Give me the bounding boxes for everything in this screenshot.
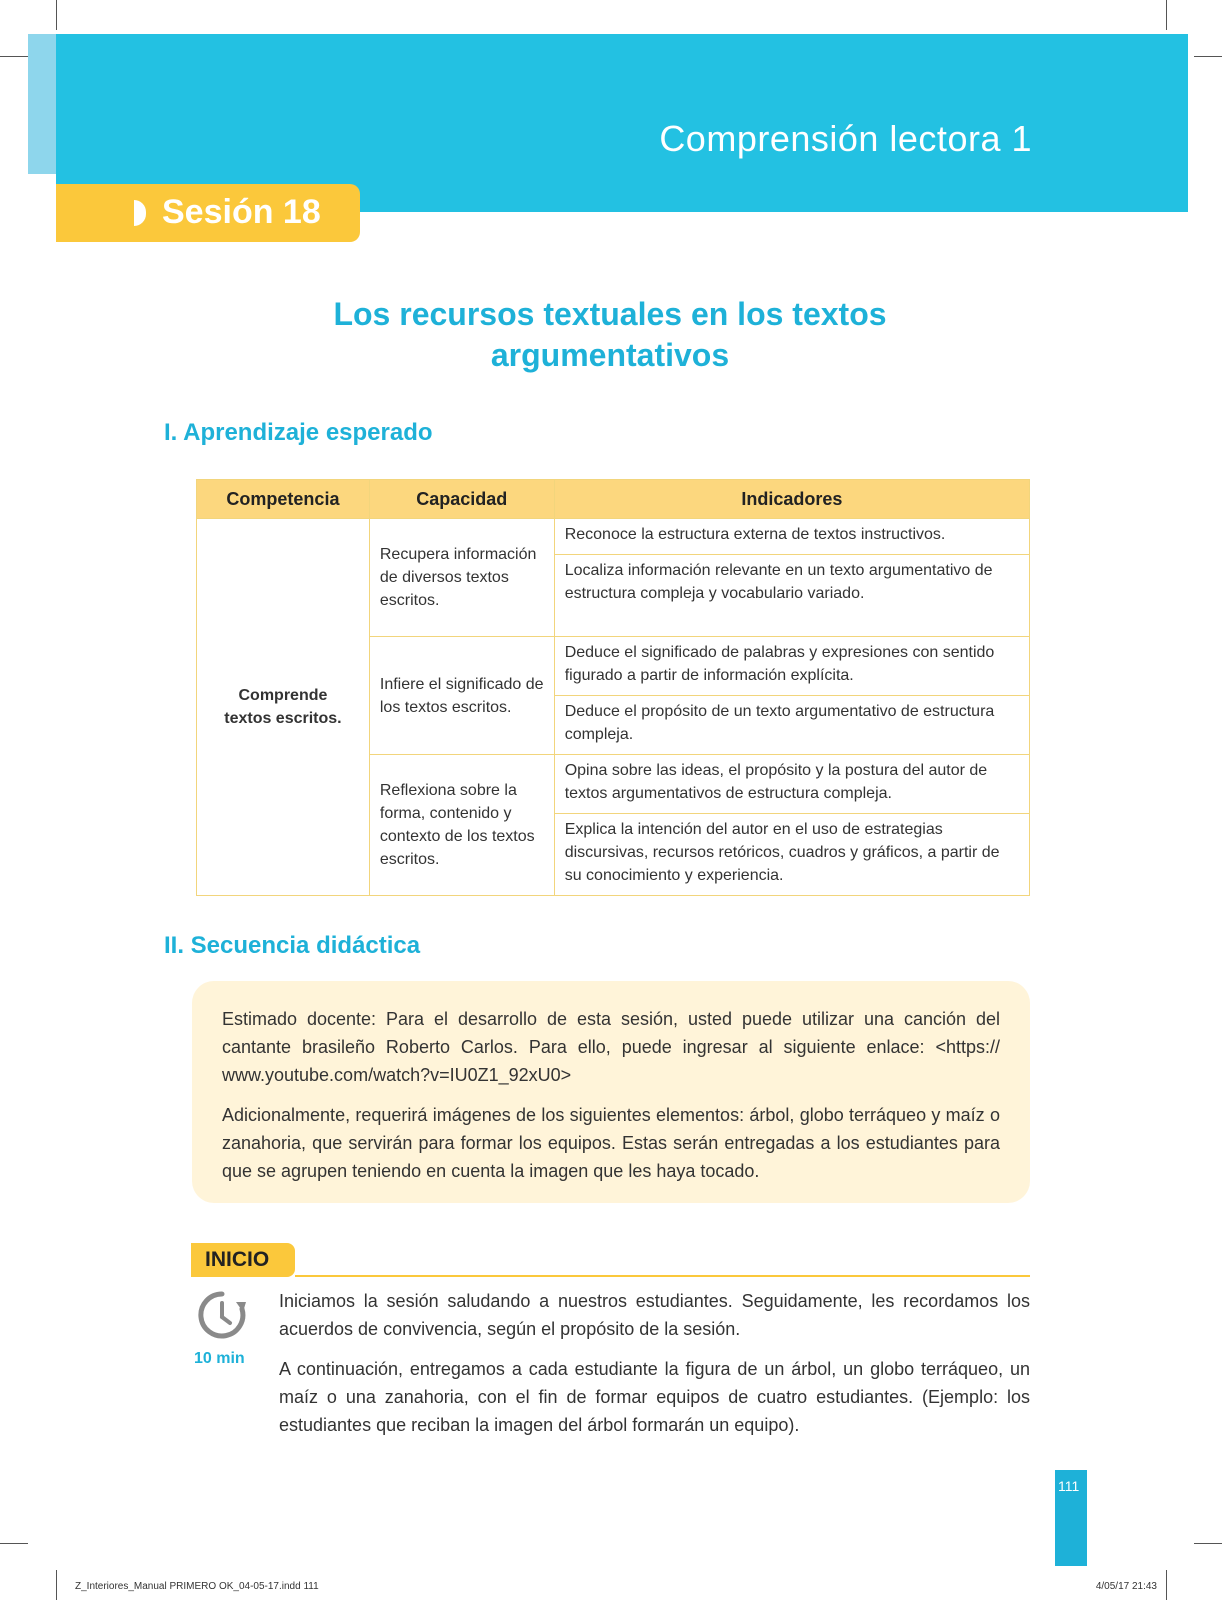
header-title: Comprensión lectora 1 xyxy=(659,118,1032,159)
competency-cell xyxy=(197,519,370,896)
crop-mark xyxy=(56,1570,57,1600)
crop-mark xyxy=(1194,56,1222,57)
crop-mark xyxy=(1166,1570,1167,1600)
competency-table xyxy=(196,479,1030,896)
capacity-cell: Recupera información de diversos textos escritos. xyxy=(369,519,554,637)
header-side-strip xyxy=(28,34,56,174)
crop-mark xyxy=(0,56,28,57)
column-header: Competencia xyxy=(197,480,370,519)
indicator-cell: Opina sobre las ideas, el propósito y la postura del autor de textos argumentativos de estructura compleja. xyxy=(554,755,1029,814)
page-title-line: Los recursos textuales en los textos xyxy=(333,296,887,332)
note-paragraph: Adicionalmente, requerirá imágenes de los siguientes elementos: árbol, globo terráqueo y maíz o zanahoria, que servirán para formar los equipos. Estas serán entregadas a los estudiantes para que se agrupen teniendo en cuenta la imagen que les haya tocado. xyxy=(222,1105,1000,1181)
table-row xyxy=(197,519,1030,555)
duration-label: 10 min xyxy=(194,1350,245,1367)
inicio-paragraph: A continuación, entregamos a cada estudiante la figura de un árbol, un globo terráqueo, un maíz o una zanahoria, con el fin de formar equipos de cuatro estudiantes. (Ejemplo: los estudiantes que reciban la imagen del árbol formarán un equipo). xyxy=(279,1359,1030,1435)
crop-mark xyxy=(1166,0,1167,30)
inicio-label: INICIO xyxy=(205,1248,270,1271)
indicator-cell: Deduce el significado de palabras y expresiones con sentido figurado a partir de información explícita. xyxy=(554,637,1029,696)
column-header: Capacidad xyxy=(369,480,554,519)
page-number: 111 xyxy=(1058,1478,1080,1494)
crop-mark xyxy=(56,0,57,30)
capacity-cell: Infiere el significado de los textos escritos. xyxy=(369,637,554,755)
note-paragraph: Estimado docente: Para el desarrollo de esta sesión, usted puede utilizar una canción del cantante brasileño Roberto Carlos. Para ello, puede ingresar al siguiente enlace: <https:// www.youtube.com/watch?v=IU0Z1_92xU0> xyxy=(222,1009,1000,1085)
session-label: Sesión 18 xyxy=(162,193,321,231)
indicator-cell: Reconoce la estructura externa de textos instructivos. xyxy=(554,519,1029,555)
inicio-divider xyxy=(295,1275,1030,1277)
teacher-note-box xyxy=(192,981,1030,1203)
footer-date-info: 4/05/17 21:43 xyxy=(1095,1581,1157,1592)
inicio-text xyxy=(279,1287,1030,1451)
inicio-tab xyxy=(191,1243,295,1277)
half-circle-icon xyxy=(134,200,146,226)
session-tab xyxy=(56,184,360,242)
page-title-line: argumentativos xyxy=(490,337,730,373)
clock-icon xyxy=(197,1290,247,1340)
footer-file-info: Z_Interiores_Manual PRIMERO OK_04-05-17.indd 111 xyxy=(75,1581,319,1592)
indicator-cell: Deduce el propósito de un texto argumentativo de estructura compleja. xyxy=(554,696,1029,755)
indicator-cell: Localiza información relevante en un texto argumentativo de estructura compleja y vocabulario variado. xyxy=(554,555,1029,637)
competency-text: textos escritos. xyxy=(224,710,342,727)
page-title xyxy=(260,294,960,376)
crop-mark xyxy=(0,1543,28,1544)
table-header-row xyxy=(197,480,1030,519)
section-heading-secuencia: II. Secuencia didáctica xyxy=(164,932,421,959)
section-heading-aprendizaje: I. Aprendizaje esperado xyxy=(164,419,433,446)
competency-text: Comprende xyxy=(238,687,328,704)
indicator-cell: Explica la intención del autor en el uso de estrategias discursivas, recursos retóricos, cuadros y gráficos, a partir de su conocimiento y experiencia. xyxy=(554,814,1029,896)
crop-mark xyxy=(1194,1543,1222,1544)
column-header: Indicadores xyxy=(554,480,1029,519)
inicio-paragraph: Iniciamos la sesión saludando a nuestros estudiantes. Seguidamente, les recordamos los acuerdos de convivencia, según el propósito de la sesión. xyxy=(279,1291,1030,1339)
capacity-cell: Reflexiona sobre la forma, contenido y contexto de los textos escritos. xyxy=(369,755,554,896)
